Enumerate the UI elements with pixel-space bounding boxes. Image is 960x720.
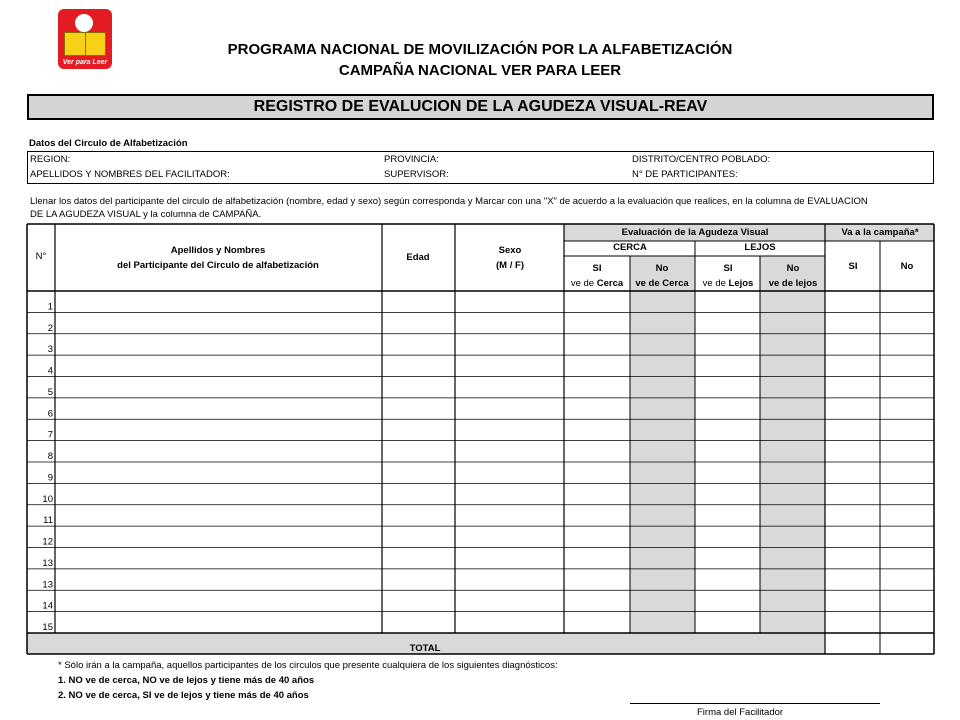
row-number: 14 [42, 600, 53, 612]
lejos-no-sub: ve de lejos [768, 278, 818, 289]
col-name-header-1: Apellidos y Nombres [170, 245, 266, 256]
row-number: 11 [43, 515, 53, 527]
circle-section-heading: Datos del Circulo de Alfabetización [29, 138, 188, 149]
eval-header: Evaluación de la Agudeza Visual [621, 227, 769, 238]
row-number: 9 [47, 472, 53, 484]
cerca-si-sub: ve de Cerca [570, 278, 624, 289]
supervisor-field: SUPERVISOR: [384, 169, 449, 180]
campana-si-header: SI [848, 261, 858, 272]
row-number: 13 [42, 579, 53, 591]
row-number: 13 [42, 557, 53, 569]
row-number: 5 [47, 386, 53, 398]
row-number: 4 [47, 365, 53, 377]
col-name-header-2: del Participante del Circulo de alfabetización [117, 260, 319, 271]
footnote-item-2: 2. NO ve de cerca, SI ve de lejos y tiene más de 40 años [58, 690, 309, 701]
col-edad-header: Edad [406, 252, 430, 263]
provincia-field: PROVINCIA: [384, 154, 439, 165]
footnote-intro: * Sólo irán a la campaña, aquellos participantes de los circulos que presente cualquiera de los siguientes diagnósticos: [58, 660, 558, 671]
row-number: 3 [47, 344, 53, 356]
col-sexo-header-1: Sexo [498, 245, 522, 256]
col-no-header: N° [35, 251, 47, 262]
row-number: 8 [47, 451, 53, 462]
row-number: 7 [47, 429, 53, 441]
instructions-line-2: DE LA AGUDEZA VISUAL y la columna de CAMPAÑA. [30, 209, 262, 220]
footnote-item-1: 1. NO ve de cerca, NO ve de lejos y tiene más de 40 años [58, 675, 315, 686]
col-sexo-header-2: (M / F) [496, 260, 524, 271]
facilitador-field: APELLIDOS Y NOMBRES DEL FACILITADOR: [30, 169, 230, 180]
region-field: REGION: [30, 154, 71, 165]
cerca-si-header: SI [592, 263, 602, 274]
lejos-no-header: No [786, 263, 800, 274]
campaign-title: CAMPAÑA NACIONAL VER PARA LEER [338, 62, 622, 79]
lejos-si-sub: ve de Lejos [702, 278, 754, 289]
signature-line [630, 703, 880, 704]
instructions-line-1: Llenar los datos del participante del circulo de alfabetización (nombre, edad y sexo) según corresponda y Marcar con una "X" de acuerdo a la evaluación que realices, en la columna de EVALUACION [30, 196, 868, 207]
participantes-field: N° DE PARTICIPANTES: [632, 169, 738, 180]
row-number: 10 [42, 493, 53, 505]
total-label: TOTAL [409, 643, 441, 654]
distrito-field: DISTRITO/CENTRO POBLADO: [632, 154, 771, 165]
campana-header: Va a la campaña* [841, 227, 919, 238]
row-number: 15 [42, 622, 53, 633]
row-number: 6 [47, 408, 53, 420]
row-number: 1 [47, 301, 53, 313]
row-number: 2 [47, 322, 53, 334]
lejos-si-header: SI [723, 263, 733, 274]
cerca-no-sub: ve de Cerca [635, 278, 689, 289]
cerca-header: CERCA [613, 242, 647, 253]
row-number: 12 [42, 536, 53, 548]
form-title: REGISTRO DE EVALUCION DE LA AGUDEZA VISUAL-REAV [27, 94, 934, 120]
logo-text: Ver para Leer [62, 59, 108, 66]
signature-label: Firma del Facilitador [697, 707, 784, 718]
program-title: PROGRAMA NACIONAL DE MOVILIZACIÓN POR LA ALFABETIZACIÓN [227, 41, 733, 58]
cerca-no-header: No [655, 263, 669, 274]
lejos-header: LEJOS [744, 242, 776, 253]
campana-no-header: No [900, 261, 914, 272]
